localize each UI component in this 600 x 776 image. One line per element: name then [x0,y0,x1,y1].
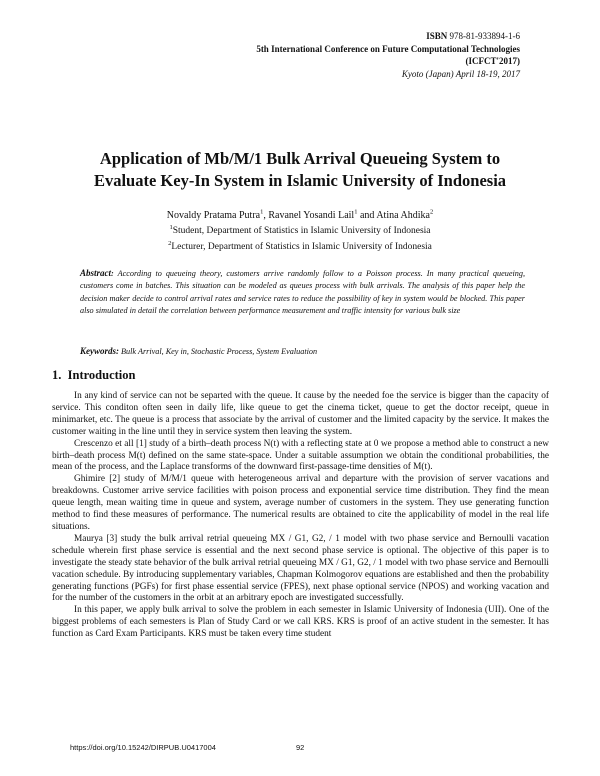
page-number: 92 [296,743,305,752]
conference-acronym: (ICFCT'2017) [465,56,520,66]
section-heading: 1. Introduction [52,368,136,382]
affiliation-1: $^1$Student, Department of Statistics in Islamic University of Indonesia [169,223,431,236]
paper-title: Application of Mb/M/1 Bulk Arrival Queueing System to Evaluate Key-In System in Islamic University of Indonesia [93,149,507,190]
paragraph: Crescenzo et all [1] study of a birth–death process N(t) with a reflecting state at 0 we propose a method able to construct a new birth–death process M(t) defined on the same state-space. Under a suitable assumption we obtain the conditional probabilities, the mean of the process, and the Laplace transforms of the downward first-passage-time densities of M(t). [52,438,549,473]
body-text [52,391,549,641]
keywords-text: Bulk Arrival, Key in, Stochastic Process, System Evaluation [119,347,318,356]
paragraph: Maurya [3] study the bulk arrival retrial queueing MX / G1, G2, / 1 model with two phase service and Bernoulli vacation schedule wherein first phase service is essential and the next second phase service is optional. The objective of this paper is to investigate the steady state behavior of the bulk arrival retrial queueing MX / G1, G2, / 1 model with two phase service and Bernoulli vacation schedule. By introducing supplementary variables, Chapman Kolmogorov equations are established and then the probability generating functions (PGFs) for first phase essential service (FPES), next phase optional service (NPOS) and working vacation and for the number of the customers in the orbit at an arbitrary epoch are investigated successfully. [52,533,549,604]
author-list: Novaldy Pratama Putra$^1$, Ravanel Yosandi Lail$^1$ and Atina Ahdika$^2$ [166,208,434,221]
conference-name: 5th International Conference on Future Computational Technologies [256,43,520,54]
abstract-label: Abstract [80,268,112,278]
isbn-line: ISBN 978-81-933894-1-6 [426,31,520,41]
doi-link[interactable]: https://doi.org/10.15242/DIRPUB.U0417004 [70,743,216,752]
paragraph: Ghimire [2] study of M/M/1 queue with heterogeneous arrival and departure with the provision of server vacations and breakdowns. Customer arrive service facilities with poison process and exponential service time distribution. They find the mean queue length, mean waiting time in queue and system, average number of customers in the system. They use generating function method to find these measures of performance. The numerical results are obtained to cite the applicability of model in the real life situations. [52,474,549,532]
paragraph: In this paper, we apply bulk arrival to solve the problem in each semester in Islamic University of Indonesia (UII). One of the biggest problems of each semesters is Plan of Study Card or we call KRS. KRS is proof of an active student in the semester. It has function as Card Exam Participants. KRS must be taken every time student [52,605,549,640]
keywords-label: Keywords: [80,346,119,356]
abstract-text: According to queueing theory, customers arrive randomly follow to a Poisson process. In many practical queueing, customers come in batches. This situation can be modeled as queues process with bulk arrivals. The analysis of this paper help the decision maker decide to control arrival rates and service rates to reduce the possibility of key in system would be blocked. This paper also simulated in detail the correlation between performance measurement and traffic intensity for various bulk size [80,269,525,315]
conference-header [256,30,520,80]
paragraph: In any kind of service can not be separted with the queue. It cause by the needed foe the service is bigger than the capacity of service. This conditon often seen in daily life, like queue to get the cinema ticket, queue to get the doctor receipt, queue in minimarket, etc. The queue is a process that associate by the arrival of customer and the limited capacity by the service. It makes the customer waiting in the line until they in service system then leaving the system. [52,391,549,437]
abstract: Abstract: According to queueing theory, customers arrive randomly follow to a Poisson process. In many practical queueing, customers come in batches. This situation can be modeled as queues process with bulk arrivals. The analysis of this paper help the decision maker decide to control arrival rates and service rates to reduce the possibility of key in system would be blocked. This paper also simulated in detail the correlation between performance measurement and traffic intensity for various bulk size [80,268,525,315]
affiliation-2: $^2$Lecturer, Department of Statistics in Islamic University of Indonesia [168,239,432,252]
keywords [80,346,525,356]
conference-place-date: Kyoto (Japan) April 18-19, 2017 [401,68,520,79]
